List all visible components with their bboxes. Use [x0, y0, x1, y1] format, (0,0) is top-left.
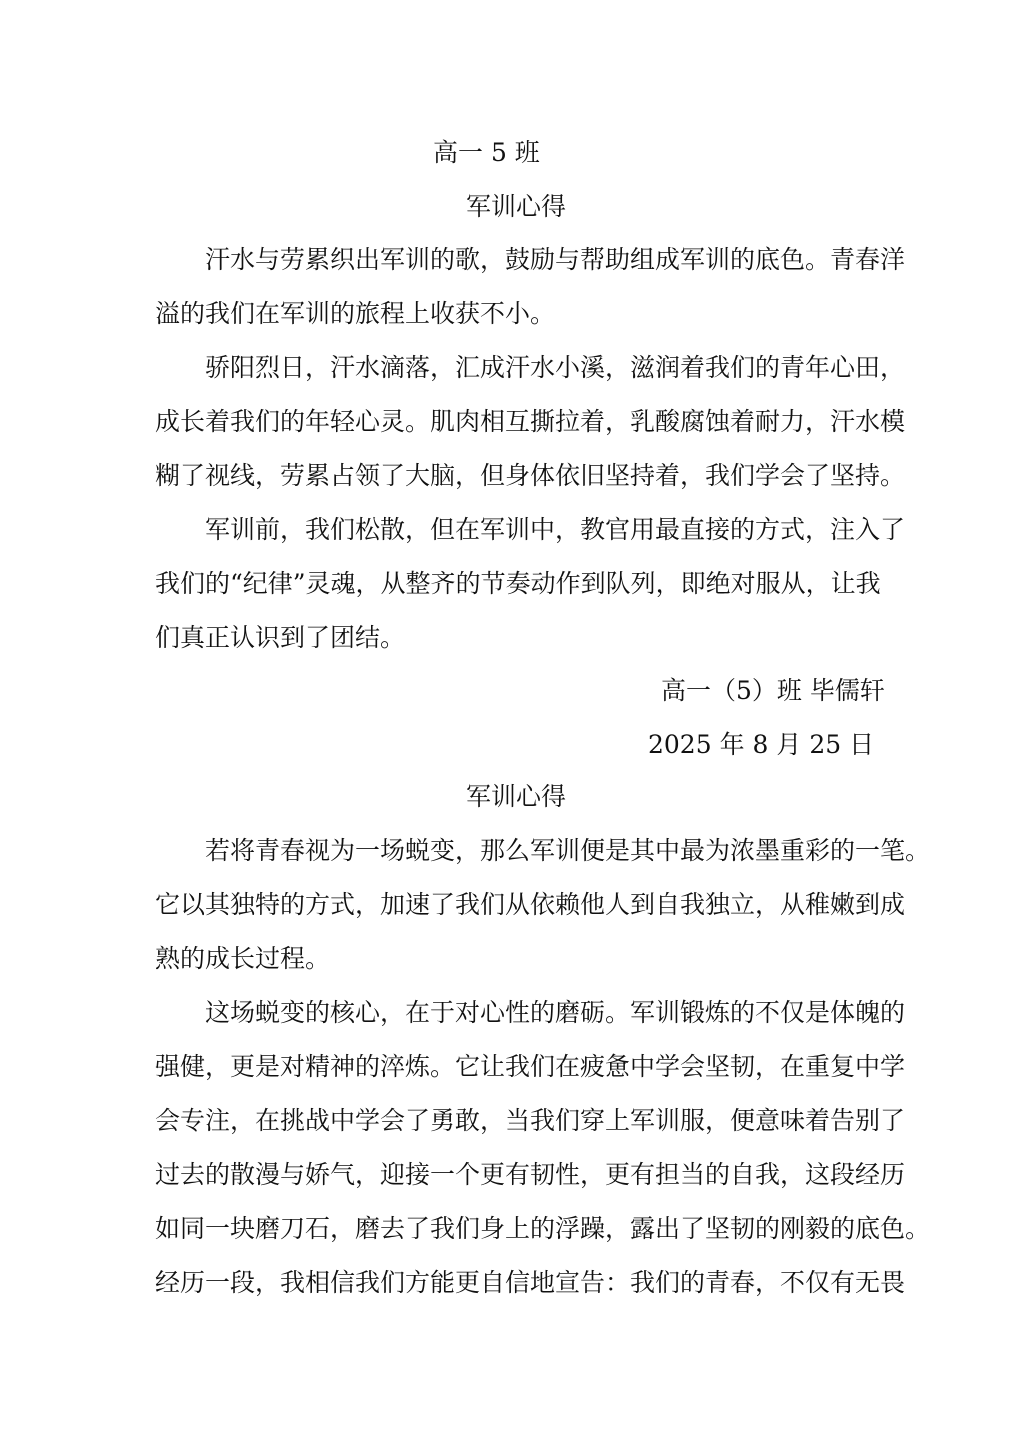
essay-2-line: 如同一块磨刀石，磨去了我们身上的浮躁，露出了坚韧的刚毅的底色。 — [155, 1214, 931, 1243]
essay-1-line: 军训前，我们松散，但在军训中，教官用最直接的方式，注入了 — [205, 515, 906, 544]
essay-1-signature: 高一（5）班 毕儒轩 — [661, 676, 885, 705]
essay-1-line: 糊了视线，劳累占领了大脑，但身体依旧坚持着，我们学会了坚持。 — [155, 461, 906, 490]
essay-1-line: 成长着我们的年轻心灵。肌肉相互撕拉着，乳酸腐蚀着耐力，汗水模 — [155, 407, 906, 436]
essay-2-line: 过去的散漫与娇气，迎接一个更有韧性，更有担当的自我，这段经历 — [155, 1160, 906, 1189]
essay-1-title: 军训心得 — [466, 192, 567, 221]
essay-2-line: 这场蜕变的核心，在于对心性的磨砺。军训锻炼的不仅是体魄的 — [205, 998, 906, 1027]
essay-1-date: 2025 年 8 月 25 日 — [648, 730, 875, 759]
essay-1-line: 们真正认识到了团结。 — [155, 623, 406, 652]
class-heading: 高一 5 班 — [433, 138, 540, 167]
essay-2-line: 会专注，在挑战中学会了勇敢，当我们穿上军训服，便意味着告别了 — [155, 1106, 906, 1135]
essay-1-line: 我们的“纪律”灵魂，从整齐的节奏动作到队列，即绝对服从，让我 — [155, 569, 881, 598]
essay-1-line: 溢的我们在军训的旅程上收获不小。 — [155, 299, 556, 328]
essay-2-line: 它以其独特的方式，加速了我们从依赖他人到自我独立，从稚嫩到成 — [155, 890, 906, 919]
essay-2-line: 若将青春视为一场蜕变，那么军训便是其中最为浓墨重彩的一笔。 — [205, 836, 931, 865]
essay-1-line: 骄阳烈日，汗水滴落，汇成汗水小溪，滋润着我们的青年心田， — [205, 353, 906, 382]
essay-2-line: 强健，更是对精神的淬炼。它让我们在疲惫中学会坚韧，在重复中学 — [155, 1052, 906, 1081]
essay-2-line: 熟的成长过程。 — [155, 944, 331, 973]
essay-1-line: 汗水与劳累织出军训的歌，鼓励与帮助组成军训的底色。青春洋 — [205, 245, 906, 274]
essay-2-title: 军训心得 — [466, 782, 567, 811]
essay-2-line: 经历一段，我相信我们方能更自信地宣告：我们的青春，不仅有无畏 — [155, 1268, 906, 1297]
